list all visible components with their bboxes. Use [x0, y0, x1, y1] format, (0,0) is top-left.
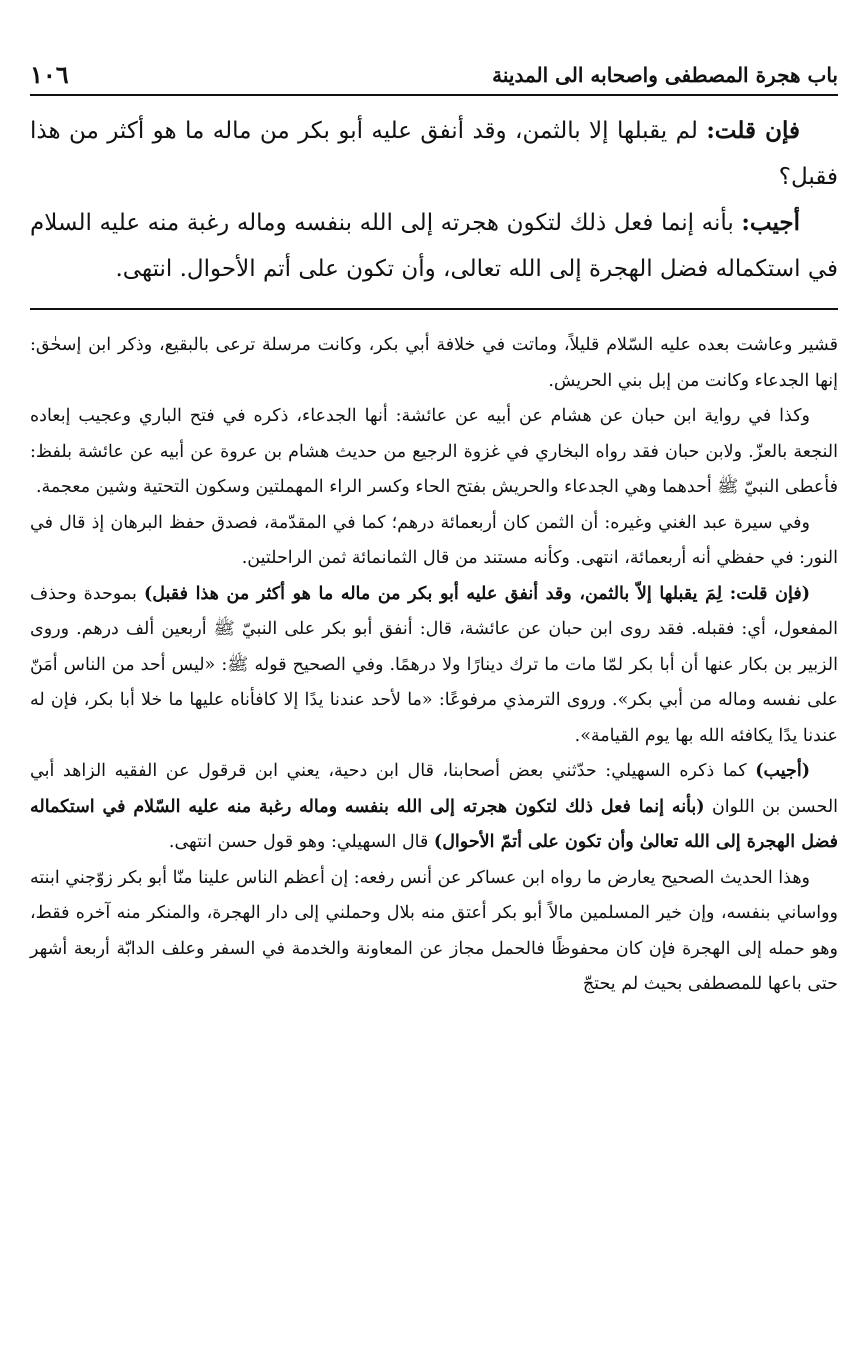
commentary-paragraph-4	[30, 577, 838, 755]
commentary-paragraph-3: وفي سيرة عبد الغني وغيره: أن الثمن كان أربعمائة درهم؛ كما في المقدّمة، فصدق حفظ البرهان إذ قال في النور: في حفظي أنه أربعمائة، انتهى. وكأنه مستند من قال الثمانمائة ثمن الراحلتين.	[30, 512, 838, 568]
main-text	[30, 108, 838, 292]
page-header	[30, 52, 838, 96]
quoted-answer-label: (أجيب)	[755, 761, 810, 781]
quoted-answer: (بأنه إنما فعل ذلك لتكون هجرته إلى الله بنفسه وماله رغبة منه عليه السّلام في استكماله فضل الهجرة إلى الله تعالىٰ وأن تكون على أتمّ الأحوال)	[30, 796, 838, 852]
commentary-5-text: كما ذكره السهيلي: حدّثني بعض أصحابنا، قال ابن دحية، يعني ابن قرقول عن الفقيه الزاهد أبي الحسن بن اللوان	[30, 761, 839, 817]
book-page	[30, 52, 838, 1352]
question-label: فإن قلت:	[706, 117, 800, 144]
commentary-4-text: بموحدة وحذف المفعول، أي: فقبله. فقد روى ابن حبان عن عائشة، قال: أنفق أبو بكر على النبيّ ﷺ أربعين ألف درهم. وروى الزبير بن بكار عنها أن أبا بكر لمّا مات ما ترك دينارًا ولا درهمًا. وفي الصحيح قوله ﷺ: «ليس أحد من الناس أمَنّ على نفسه وماله من أبي بكر». وروى الترمذي مرفوعًا: «ما لأحد عندنا يدًا إلا كافأناه عليها ما خلا أبا بكر، فإن له عندنا يدًا يكافئه الله بها يوم القيامة».	[30, 583, 838, 746]
commentary-paragraph-1: قشير وعاشت بعده عليه السّلام قليلاً، وماتت في خلافة أبي بكر، وكانت مرسلة ترعى بالبقيع، وذكر ابن إسحٰق: إنها الجدعاء وكانت من إبل بني الحريش.	[30, 335, 838, 391]
quoted-question: (فإن قلت: لِمَ يقبلها إلاّ بالثمن، وقد أنفق عليه أبو بكر من ماله ما هو أكثر من هذا فقبل)	[143, 583, 810, 604]
page-number: ١٠٦	[30, 60, 69, 89]
running-title: باب هجرة المصطفى واصحابه الى المدينة	[492, 63, 838, 87]
main-paragraph-question	[30, 108, 838, 200]
commentary	[30, 328, 838, 1003]
commentary-5-end: قال السهيلي: وهو قول حسن انتهى.	[168, 832, 434, 852]
question-body: لم يقبلها إلا بالثمن، وقد أنفق عليه أبو بكر من ماله ما هو أكثر من هذا فقبل؟	[30, 118, 838, 190]
commentary-paragraph-6: وهذا الحديث الصحيح يعارض ما رواه ابن عساكر عن أنس رفعه: إن أعظم الناس علينا منّا أبو بكر زوّجني ابنته وواساني بنفسه، وإن خير المسلمين مالاً أبو بكر أعتق منه بلال وحملني إلى دار الهجرة، والمنكر منه آخره فقط، وهو حمله إلى الهجرة فإن كان محفوظًا فالحمل مجاز عن المعاونة والخدمة في السفر وعلف الدابّة أربعة أشهر حتى باعها للمصطفى بحيث لم يحتجّ	[30, 867, 838, 994]
commentary-paragraph-2: وكذا في رواية ابن حبان عن هشام عن أبيه عن عائشة: أنها الجدعاء، ذكره في فتح الباري وعجيب إبعاده النجعة بالعزّ. ولابن حبان فقد رواه البخاري في غزوة الرجيع من حديث هشام بن عروة عن أبيه عن عائشة بلفظ: فأعطى النبيّ ﷺ أحدهما وهي الجدعاء والحريش بفتح الحاء وكسر الراء المهملتين وسكون التحتية وشين معجمة.	[30, 406, 838, 497]
main-commentary-separator	[30, 308, 838, 310]
commentary-paragraph-5	[30, 754, 838, 861]
answer-label: أجيب:	[741, 209, 800, 236]
main-paragraph-answer	[30, 200, 838, 292]
answer-body: بأنه إنما فعل ذلك لتكون هجرته إلى الله بنفسه وماله رغبة منه عليه السلام في استكماله فضل الهجرة إلى الله تعالى، وأن تكون على أتم الأحوال. انتهى.	[30, 210, 838, 282]
